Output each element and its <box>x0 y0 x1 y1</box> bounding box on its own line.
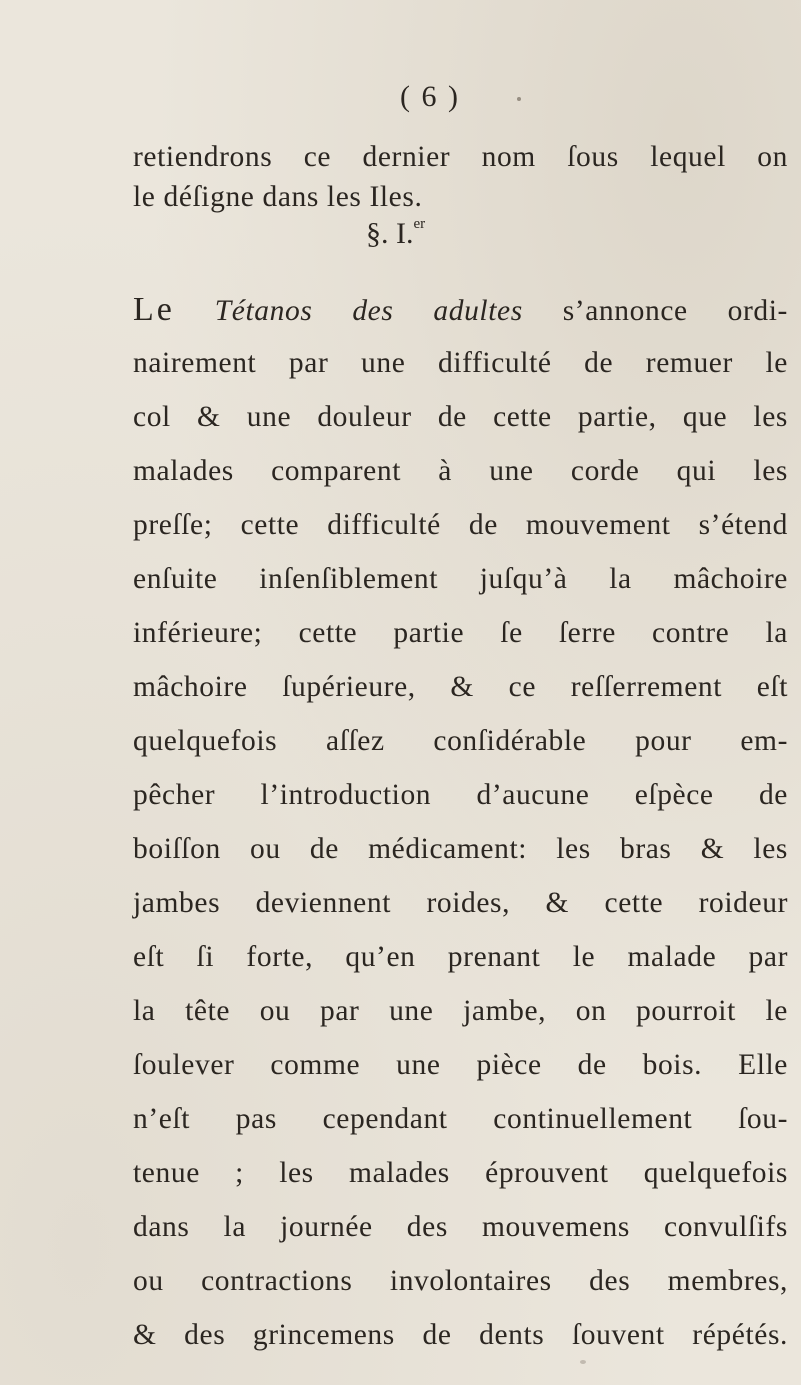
line-3-rest: s’annonce ordi- <box>562 295 788 327</box>
section-heading <box>366 216 426 250</box>
text-line-21: ou contractions involontaires des membres, <box>133 1265 788 1297</box>
text-line-17: ſoulever comme une pièce de bois. Elle <box>133 1049 788 1081</box>
text-line-1: retiendrons ce dernier nom ſous lequel on <box>133 141 788 173</box>
text-line-13: boiſſon ou de médicament: les bras & les <box>133 833 788 865</box>
text-line-18: n’eſt pas cependant continuellement ſou- <box>133 1103 788 1135</box>
text-line-7: preſſe; cette difficulté de mouvement s’étend <box>133 509 788 541</box>
italic-title: Tétanos des adultes <box>214 295 523 327</box>
text-line-16: la tête ou par une jambe, on pourroit le <box>133 995 788 1027</box>
text-line-19: tenue ; les malades éprouvent quelquefois <box>133 1157 788 1189</box>
ink-speck <box>517 97 521 101</box>
text-line-20: dans la journée des mouvemens convulſifs <box>133 1211 788 1243</box>
text-line-3 <box>133 293 788 327</box>
text-line-14: jambes deviennent roides, & cette roideur <box>133 887 788 919</box>
text-line-22: & des grincemens de dents ſouvent répétés. <box>133 1319 788 1351</box>
text-line-6: malades comparent à une corde qui les <box>133 455 788 487</box>
text-line-11: quelquefois aſſez conſidérable pour em- <box>133 725 788 757</box>
page-number: ( 6 ) <box>400 80 460 113</box>
opening-word: Le <box>133 291 175 328</box>
text-line-8: enſuite inſenſiblement juſqu’à la mâchoire <box>133 563 788 595</box>
ink-speck <box>580 1360 586 1364</box>
text-line-4: nairement par une difficulté de remuer le <box>133 347 788 379</box>
text-line-5: col & une douleur de cette partie, que les <box>133 401 788 433</box>
text-line-10: mâchoire ſupérieure, & ce reſſerrement eſt <box>133 671 788 703</box>
text-line-12: pêcher l’introduction d’aucune eſpèce de <box>133 779 788 811</box>
text-line-15: eſt ſi forte, qu’en prenant le malade par <box>133 941 788 973</box>
section-label: §. I. <box>366 217 414 250</box>
text-line-9: inférieure; cette partie ſe ſerre contre la <box>133 617 788 649</box>
section-superscript: er <box>413 216 426 232</box>
text-line-2: le déſigne dans les Iles. <box>133 181 423 213</box>
